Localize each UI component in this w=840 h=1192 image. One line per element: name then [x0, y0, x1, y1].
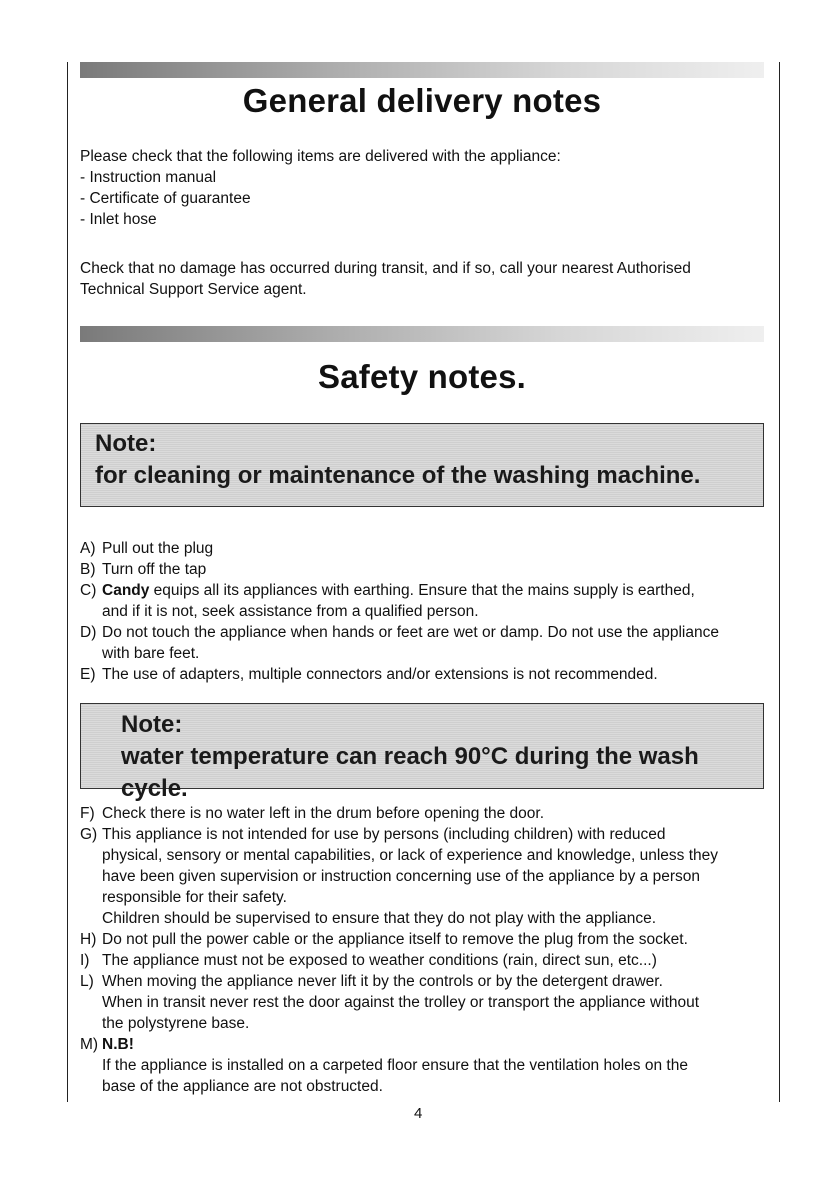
item-text: physical, sensory or mental capabilities, or lack of experience and knowledge, unless they	[102, 847, 719, 864]
safety-title: Safety notes.	[318, 358, 526, 395]
item-text: Check there is no water left in the drum before opening the door.	[102, 805, 545, 822]
item-text: with bare feet.	[102, 645, 200, 662]
note-box-water-temperature	[80, 703, 764, 802]
item-key: H)	[80, 931, 97, 948]
safety-item-h	[80, 929, 766, 950]
delivery-item: - Certificate of guarantee	[80, 190, 251, 207]
safety-item-c	[80, 580, 766, 622]
delivery-checklist	[80, 146, 766, 230]
item-key: M)	[80, 1036, 99, 1053]
item-text: Pull out the plug	[102, 540, 214, 557]
safety-item-g	[80, 824, 766, 929]
item-text: Children should be supervised to ensure that they do not play with the appliance.	[102, 910, 657, 927]
item-text: The appliance must not be exposed to weather conditions (rain, direct sun, etc...)	[102, 952, 657, 969]
safety-item-m	[80, 1034, 766, 1097]
delivery-title: General delivery notes	[242, 82, 602, 119]
item-text: If the appliance is installed on a carpeted floor ensure that the ventilation holes on the	[102, 1057, 688, 1074]
note-text: for cleaning or maintenance of the washing machine.	[95, 462, 701, 489]
delivery-item: - Instruction manual	[80, 169, 217, 186]
item-key: F)	[80, 805, 95, 822]
item-text	[102, 580, 766, 601]
item-text: have been given supervision or instruction concerning use of the appliance by a person	[102, 868, 700, 885]
item-text: The use of adapters, multiple connectors and/or extensions is not recommended.	[102, 666, 658, 683]
item-text: Do not touch the appliance when hands or feet are wet or damp. Do not use the appliance	[102, 624, 719, 641]
item-key: I)	[80, 952, 90, 969]
page-number: 4	[414, 1105, 423, 1122]
item-text: This appliance is not intended for use by persons (including children) with reduced	[102, 826, 666, 843]
left-margin-rule	[67, 62, 68, 1102]
note-text: water temperature can reach 90°C during the wash cycle.	[121, 743, 699, 802]
note-box-cleaning	[80, 423, 764, 507]
item-text: the polystyrene base.	[102, 1015, 250, 1032]
section-header-bar	[80, 326, 764, 342]
item-key: D)	[80, 624, 97, 641]
safety-item-f	[80, 803, 766, 824]
safety-item-a	[80, 538, 766, 559]
delivery-check-line: Technical Support Service agent.	[80, 281, 307, 298]
safety-item-l	[80, 971, 766, 1034]
item-key: A)	[80, 540, 96, 557]
safety-item-d	[80, 622, 766, 664]
item-text: When in transit never rest the door against the trolley or transport the appliance without	[102, 994, 700, 1011]
item-text: Turn off the tap	[102, 561, 207, 578]
section-header-bar	[80, 62, 764, 78]
delivery-item: - Inlet hose	[80, 211, 157, 228]
safety-item-e	[80, 664, 766, 685]
safety-item-b	[80, 559, 766, 580]
item-text: and if it is not, seek assistance from a qualified person.	[102, 603, 479, 620]
note-label: Note:	[95, 430, 157, 457]
item-key: L)	[80, 973, 94, 990]
item-key: B)	[80, 561, 96, 578]
delivery-check-line: Check that no damage has occurred during transit, and if so, call your nearest Authorised	[80, 260, 691, 277]
safety-list-f-to-m	[80, 803, 766, 1097]
right-margin-rule	[779, 62, 780, 1102]
safety-item-i	[80, 950, 766, 971]
safety-list-a-to-e	[80, 538, 766, 685]
item-text: responsible for their safety.	[102, 889, 287, 906]
delivery-intro: Please check that the following items are delivered with the appliance:	[80, 148, 561, 165]
item-text: base of the appliance are not obstructed.	[102, 1078, 383, 1095]
item-key: C)	[80, 582, 97, 599]
item-text: Do not pull the power cable or the appliance itself to remove the plug from the socket.	[102, 931, 688, 948]
brand-name: Candy	[102, 582, 150, 599]
nb-label: N.B!	[102, 1036, 134, 1053]
delivery-check-paragraph	[80, 258, 766, 300]
item-key: E)	[80, 666, 96, 683]
note-label: Note:	[121, 711, 183, 738]
item-key: G)	[80, 826, 98, 843]
item-text: When moving the appliance never lift it by the controls or by the detergent drawer.	[102, 973, 663, 990]
item-text-part: equips all its appliances with earthing. Ensure that the mains supply is earthed,	[149, 582, 695, 599]
